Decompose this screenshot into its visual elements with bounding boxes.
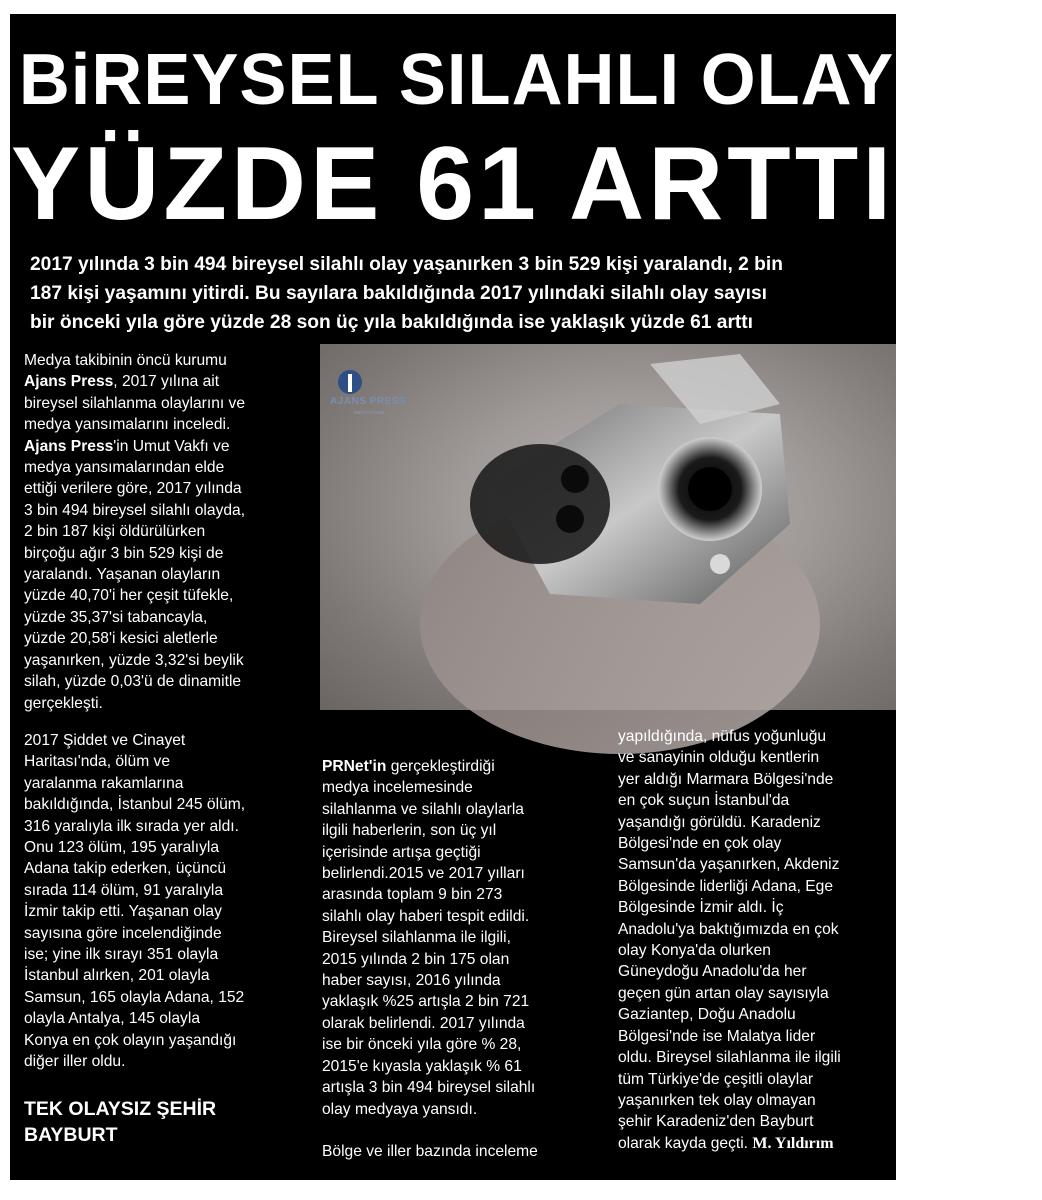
article-column-2 xyxy=(322,756,612,1163)
text-line: Adana takip ederken, üçüncü xyxy=(24,860,226,878)
text-line: oldu. Bireysel silahlanma ile ilgili xyxy=(618,1049,841,1067)
text-line: Samsun'da yaşanırken, Akdeniz xyxy=(618,856,840,874)
subheading-line: TEK OLAYSIZ ŞEHİR xyxy=(24,1098,217,1120)
text-line: yaşanırken, yüzde 3,32'si beylik xyxy=(24,651,244,669)
text-line: içerisinde artışa geçtiği xyxy=(322,843,481,861)
front-sight xyxy=(710,554,730,574)
text-line: yapıldığında, nüfus yoğunluğu xyxy=(618,728,827,745)
deck-line: bir önceki yıla göre yüzde 28 son üç yıla bakıldığında ise yaklaşık yüzde 61 arttı xyxy=(30,312,754,333)
author-byline: M. Yıldırım xyxy=(752,1134,834,1152)
text-line xyxy=(322,756,612,777)
agency-name: PRNet'in xyxy=(322,758,387,775)
text-line: diğer iller oldu. xyxy=(24,1053,126,1071)
text-line: silah, yüzde 0,03'ü de dinamitle xyxy=(24,673,242,691)
text-line: medya yansımalarından elde xyxy=(24,459,225,477)
agency-name: Ajans Press xyxy=(24,437,114,455)
gun-photo xyxy=(320,344,896,710)
text-line: yaklaşık %25 artışla 2 bin 721 xyxy=(322,993,530,1011)
text-line: Onu 123 ölüm, 195 yaralıyla xyxy=(24,839,220,857)
text-line: yüzde 20,58'i kesici aletlerle xyxy=(24,630,218,648)
ajans-press-logo-text: AJANS PRESS xyxy=(330,396,407,407)
article-column-3 xyxy=(618,726,890,1154)
text-line: Gaziantep, Doğu Anadolu xyxy=(618,1006,796,1024)
chamber-hole xyxy=(561,465,589,493)
text-line: Bölgesi'nde ise Malatya lider xyxy=(618,1027,816,1045)
headline-line-2: YÜZDE 61 ARTTI xyxy=(10,126,896,242)
newspaper-page xyxy=(10,14,1042,1180)
text-line: Bireysel silahlanma ile ilgili, xyxy=(322,929,511,947)
text-line: tüm Türkiye'de çeşitli olaylar xyxy=(618,1070,814,1088)
article-column-1-top xyxy=(24,350,314,714)
subheading-line: BAYBURT xyxy=(24,1124,118,1146)
headline-line-1: BiREYSEL SILAHLI OLAYLAR xyxy=(18,40,1042,120)
text-line: ilgili haberlerin, son üç yıl xyxy=(322,822,497,840)
text-line xyxy=(618,1133,890,1154)
text-line: Samsun, 165 olayla Adana, 152 xyxy=(24,988,245,1006)
text-line xyxy=(322,1120,612,1141)
deck-line: 187 kişi yaşamını yitirdi. Bu sayılara bakıldığında 2017 yılındaki silahlı olay sayısı xyxy=(30,283,767,304)
chamber-hole xyxy=(556,505,584,533)
text-line: yaralanma rakamlarına xyxy=(24,774,184,792)
text-line: Bölge ve iller bazında inceleme xyxy=(322,1143,538,1161)
subheading xyxy=(24,1096,314,1148)
text-line: Bölgesinde İzmir aldı. İç xyxy=(618,899,784,917)
deck-line: 2017 yılında 3 bin 494 bireysel silahlı olay yaşanırken 3 bin 529 kişi yaralandı, 2 bin xyxy=(30,254,783,275)
text-line: yaşandığı görüldü. Karadeniz xyxy=(618,813,821,831)
text-line: ve sanayinin olduğu kentlerin xyxy=(618,749,820,767)
text-line xyxy=(24,436,314,457)
text-line: yüzde 35,37'si tabancayla, xyxy=(24,608,208,626)
text-line: sayısına göre incelendiğinde xyxy=(24,924,222,942)
text-line: olay Konya'da olurken xyxy=(618,942,771,960)
text-line: artışla 3 bin 494 bireysel silahlı xyxy=(322,1079,536,1097)
text-line: şehir Karadeniz'den Bayburt xyxy=(618,1113,814,1131)
text-line: silahlanma ve silahlı olaylarla xyxy=(322,800,524,818)
ajans-press-logo-subtitle: MEDYA TAKİBİ xyxy=(354,410,385,415)
text-line: Medya takibinin öncü kurumu xyxy=(24,352,227,369)
text-line: 2015'e kıyasla yaklaşık % 61 xyxy=(322,1057,522,1075)
text-line: yaralandı. Yaşanan olayların xyxy=(24,566,221,584)
text-line: bakıldığında, İstanbul 245 ölüm, xyxy=(24,796,246,814)
text-line: olayla Antalya, 145 olayla xyxy=(24,1010,200,1028)
text-line: Güneydoğu Anadolu'da her xyxy=(618,963,807,981)
text-line xyxy=(24,371,314,392)
text-line: birçoğu ağır 3 bin 529 kişi de xyxy=(24,544,224,562)
cylinder-shape xyxy=(470,444,610,564)
logo-mark xyxy=(348,374,352,392)
text-line: en çok suçun İstanbul'da xyxy=(618,792,790,810)
text-line: sırada 114 ölüm, 91 yaralıyla xyxy=(24,881,224,899)
gun-illustration xyxy=(320,344,896,710)
text-line: yaşanırken tek olay olmayan xyxy=(618,1091,816,1109)
text-fragment: olarak kayda geçti. xyxy=(618,1134,749,1152)
text-line: geçen gün artan olay sayısıyla xyxy=(618,984,829,1002)
text-line: medya incelemesinde xyxy=(322,779,473,797)
muzzle-bore xyxy=(688,467,732,511)
article-column-1-bottom xyxy=(24,730,314,1073)
text-line: yüzde 40,70'i her çeşit tüfekle, xyxy=(24,587,234,605)
text-line: 2 bin 187 kişi öldürülürken xyxy=(24,523,206,541)
text-line: ise bir önceki yıla göre % 28, xyxy=(322,1036,522,1054)
text-line: Konya en çok olayın yaşandığı xyxy=(24,1031,237,1049)
text-line: Haritası'nda, ölüm ve xyxy=(24,753,170,771)
text-line: 2015 yılında 2 bin 175 olan xyxy=(322,950,510,968)
text-line: gerçekleşti. xyxy=(24,694,103,712)
text-fragment: 'in Umut Vakfı ve xyxy=(113,437,230,455)
text-line: olarak belirlendi. 2017 yılında xyxy=(322,1014,525,1032)
text-line: arasında toplam 9 bin 273 xyxy=(322,886,503,904)
text-line: medya yansımalarını inceledi. xyxy=(24,416,231,434)
agency-name: Ajans Press xyxy=(24,373,114,391)
text-line: silahlı olay haberi tespit edildi. xyxy=(322,907,530,925)
text-line: Bölgesi'nde en çok olay xyxy=(618,835,782,853)
text-line: 2017 Şiddet ve Cinayet xyxy=(24,732,186,749)
text-line: 316 yaralıyla ilk sırada yer aldı. xyxy=(24,817,239,835)
text-line: yer aldığı Marmara Bölgesi'nde xyxy=(618,770,834,788)
text-line: belirlendi.2015 ve 2017 yılları xyxy=(322,865,525,883)
text-line: olay medyaya yansıdı. xyxy=(322,1100,478,1118)
text-line: Anadolu'ya baktığımızda en çok xyxy=(618,920,839,938)
text-line: İstanbul alırken, 201 olayla xyxy=(24,967,210,985)
text-fragment: , 2017 yılına ait xyxy=(113,373,220,391)
text-line: ettiği verilere göre, 2017 yılında xyxy=(24,480,242,498)
text-fragment: gerçekleştirdiği xyxy=(386,758,495,775)
text-line: 3 bin 494 bireysel silahlı olayda, xyxy=(24,501,246,519)
text-line: ise; yine ilk sırayı 351 olayla xyxy=(24,946,219,964)
deck-summary xyxy=(30,250,888,337)
text-line: İzmir takip etti. Yaşanan olay xyxy=(24,903,222,921)
text-line: haber sayısı, 2016 yılında xyxy=(322,972,501,990)
text-line: Bölgesinde liderliği Adana, Ege xyxy=(618,877,833,895)
text-line: bireysel silahlanma olaylarını ve xyxy=(24,394,246,412)
